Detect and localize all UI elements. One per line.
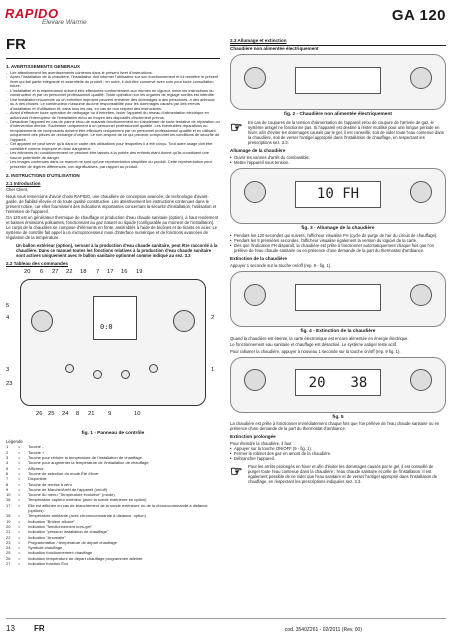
callout-19: 19 bbox=[136, 269, 143, 276]
legend-item: 1 = Touche - bbox=[6, 444, 44, 450]
legend-key: 27 bbox=[6, 561, 11, 566]
legend-value: Touche de remise à zéro bbox=[28, 481, 72, 487]
callout-6: 6 bbox=[40, 269, 44, 276]
legend-value: Température ambiante (avec chronocommande à distance, option) bbox=[28, 513, 146, 519]
long-shutdown-item: • Fermer le robinet des gaz en amont de la chaudière. bbox=[230, 451, 446, 456]
legend-item: 18 = Température ambiante (avec chronocommande à distance, option) bbox=[6, 513, 146, 519]
legend-item: 3 = Touche pour réduire la température de l'installation de chauffage bbox=[6, 455, 142, 461]
heating-dial-icon bbox=[244, 284, 266, 306]
page-header bbox=[0, 0, 452, 34]
ignition-item: • Ouvrir les vannes d'arrêt du combustible. bbox=[230, 155, 446, 160]
legend-key: 22 bbox=[6, 534, 11, 540]
legend-item: 23 = Programmation / température de départ chauffage bbox=[6, 539, 117, 545]
ignition-title: Allumage de la chaudière bbox=[230, 148, 286, 153]
section-1-title: 1. AVERTISSEMENTS GENERAUX bbox=[6, 64, 81, 69]
page-number: 13 bbox=[6, 624, 15, 633]
legend-item: 21 = Indication "pression installation de chauffage" bbox=[6, 529, 109, 535]
legend-key: 21 bbox=[6, 529, 11, 535]
mode-button[interactable] bbox=[149, 364, 158, 373]
legend-key: 25 bbox=[6, 550, 11, 556]
long-shutdown-item: • Appuyer sur la touche ON/OFF (9 - fig. 1). bbox=[230, 446, 446, 451]
callout-2: 2 bbox=[211, 315, 215, 322]
warning-note bbox=[230, 120, 446, 145]
warning-item: - Les éléments du conditionnement ne peuvent être laissés à la portée des enfants étant donné qu'ils constituent une source potentielle de danger. bbox=[6, 151, 220, 160]
legend-value: Symbole chauffage bbox=[28, 545, 63, 551]
legend-item: 4 = Touche pour augmenter la température de l'installation de chauffage bbox=[6, 460, 149, 466]
callout-23: 23 bbox=[6, 381, 13, 388]
intro-paragraph-2: GA 120 est un générateur thermique de chauffage et production d'eau chaude sanitaire (option), à haut rendement et basses émissions polluantes, fonctionnant au gaz naturel ou liquide (configurable au moment de l'installation). Le corps de la chaudière se compose d'éléments en fonte, assemblés à l'aide de bicônes et de tirants en acier. Le système de contrôle fait appel à un microprocesseur muni d'interface numérique et de fonctions avancées de régulation de la température. bbox=[6, 215, 219, 241]
warning-item: - Désactiver l'appareil en cas de panne et/ou de mauvais fonctionnement en s'abstenant de toute tentative de réparation ou d'intervention directe. S'adresser uniquement à un personnel professionnel qualifié. Les éventuelles réparations ou remplacements de composants doivent être effectués uniquement par un personnel professionnel qualifié et en utilisant uniquement des pièces de rechange d'origine. Le non-respect de ce qui précède compromet les conditions de sécurité de l'appareil. bbox=[6, 120, 220, 142]
legend-value: Touche de Marche/Arrêt de l'appareil (on/off) bbox=[28, 486, 107, 492]
legend-key: 8 bbox=[6, 481, 9, 487]
ignition-item: • Pendant les 120 secondes qui suivent, l'afficheur visualise FH (cycle de purge de l'air du circuit de chauffage). bbox=[230, 233, 446, 238]
figure-2-caption: fig. 2 - Chaudière non alimentée électriquement bbox=[284, 112, 392, 117]
legend-key: 1 bbox=[6, 444, 9, 450]
legend-value: Touche du menu "Température évolutive" (mode) bbox=[28, 492, 115, 498]
callout-18: 18 bbox=[80, 269, 87, 276]
callout-10: 10 bbox=[134, 411, 141, 418]
heating-down-button[interactable] bbox=[31, 310, 53, 332]
legend-value: Touche pour réduire la température de l'installation de chauffage bbox=[28, 455, 142, 461]
callout-5: 5 bbox=[6, 303, 10, 310]
callout-25: 25 bbox=[48, 411, 55, 418]
legend-key: 3 bbox=[6, 455, 9, 461]
left-rule bbox=[6, 58, 220, 59]
legend-list bbox=[6, 444, 220, 566]
legend-item: 27 = Indication fonction Éco bbox=[6, 561, 69, 566]
callout-24: 24 bbox=[62, 411, 69, 418]
legend-item: 8 = Touche de remise à zéro bbox=[6, 481, 72, 487]
dhw-dial-icon bbox=[410, 284, 432, 306]
legend-value: Touche + bbox=[28, 449, 45, 455]
section-2-title: 2. INSTRUCTIONS D'UTILISATION bbox=[6, 172, 80, 178]
section-2-1-title: 2.1 Introduction bbox=[6, 180, 41, 186]
warning-note-text: En cas de coupures de la tension d'alimentation de l'appareil et/ou de coupure de l'arrivée de gaz, le système antigel ne fonctionne pas. Si l'appareil est destiné à rester inutilisé pour une longue période en hiver, afin d'éviter les dommages causés par le gel, il est conseillé, soit de vider toute l'eau contenue dans la chaudière, soit de verser l'antigel approprié dans l'installation de chauffage, en respectant les prescriptions sez. 3.3. bbox=[248, 120, 444, 145]
legend-item: 25 = Indication fonctionnement chauffage bbox=[6, 550, 93, 556]
legend-value: Touche de sélection du mode Été /Hiver bbox=[28, 470, 99, 476]
callout-16: 16 bbox=[121, 269, 128, 276]
boiler-screen-on bbox=[295, 369, 381, 396]
legend-item: 6 = Touche de sélection du mode Été /Hiver bbox=[6, 470, 99, 476]
callout-7: 7 bbox=[96, 269, 100, 276]
footer-rule bbox=[6, 618, 446, 619]
figure-3-caption: fig. 3 - Allumage de la chaudière bbox=[301, 226, 375, 231]
legend-key: 17 bbox=[6, 502, 11, 508]
dhw-dial-icon bbox=[410, 181, 432, 203]
ignition-item: • Pendant les 5 premières secondes, l'afficheur visualise également la version du logiciel de la carte. bbox=[230, 238, 446, 243]
legend-key: 2 bbox=[6, 449, 9, 455]
heating-dial-icon bbox=[244, 67, 266, 89]
figure-1-caption: fig. 1 - Panneau de contrôle bbox=[81, 431, 145, 437]
legend-key: 6 bbox=[6, 470, 9, 476]
warning-item: - Cet appareil ne peut servir qu'à dans le cadre des utilisations pour lesquelles il a été conçu. Tout autre usage doit être considéré comme impropre et donc dangereux. bbox=[6, 142, 220, 151]
extinction-paragraph-3: Le fonctionnement eau sanitaire et chauffage est désactivé. Le système antigel reste actif. bbox=[230, 342, 398, 347]
warning-item: - Les images contenues dans ce manuel ne sont qu'une représentation simplifiée du produit. Cette représentation peut présenter de légères différences, non significatives, par rapport au produit. bbox=[6, 160, 220, 169]
legend-item: 9 = Touche de Marche/Arrêt de l'appareil (on/off) bbox=[6, 486, 107, 492]
legend-item: 22 = Indication "Anomalie" bbox=[6, 534, 66, 540]
figure-4-caption: fig. 4 - Extinction de la chaudière bbox=[300, 329, 376, 334]
long-shutdown-note-text: Pour les arrêts prolongés en hiver et afin d'éviter les dommages causés par le gel, il est conseillé de purger toute l'eau contenue dans la chaudière ; l'eau chaude sanitaire et celle de l'installation. Il est également possible de ne vider que l'eau sanitaire et de verser l'antigel approprié dans l'installation de chauffage, en respectant les prescriptions indiquées sez. 3.3. bbox=[248, 464, 438, 484]
legend-item: 17 = Elle est affichée en cas de branchement de la sonde extérieure ou de la chronocommande à distance (options) bbox=[6, 503, 220, 514]
intro-paragraph-1: Nous vous remercions d'avoir choisi RAPIDO, une chaudière de conception avancée, de technologie d'avant-garde, de fiabilité élevée et de toute qualité constructive. Lire attentivement les instructions contenues dans le présent notice, car elles fournissent des indications importantes concernant la sécurité d'installation, l'utilisation et l'entretien de l'appareil. bbox=[6, 193, 217, 214]
legend-item: 20 = Indication "fonctionnement hors-gel" bbox=[6, 523, 92, 529]
long-shutdown-note bbox=[230, 464, 446, 484]
legend-value: Touche - bbox=[28, 444, 44, 450]
callout-17: 17 bbox=[107, 269, 114, 276]
figure-5-boiler-on bbox=[230, 357, 446, 413]
legend-value: Indication fonction Éco bbox=[28, 561, 69, 566]
legend-key: 18 bbox=[6, 513, 11, 519]
legend-value: Indication température de départ chauffage programmée atteinte bbox=[28, 555, 143, 561]
legend-value: Afficheur bbox=[28, 465, 44, 471]
callout-9: 9 bbox=[108, 411, 112, 418]
figure-2-boiler-unpowered bbox=[230, 54, 446, 110]
heating-temp-readout: 20 bbox=[308, 374, 326, 391]
warning-item: - Avant d'effectuer toute opération de nettoyage ou d'entretien, isoler l'appareil du réseau d'alimentation électrique en actionnant l'interrupteur de l'installation et/ou au moyen des dispositifs d'isolement prévus. bbox=[6, 111, 220, 120]
left-column bbox=[6, 62, 220, 566]
after-fig5-paragraph: La chaudière est prête à fonctionner immédiatement chaque fois que l'on prélève de l'eau chaude sanitaire ou en présence d'une demande de la part du thermostat d'ambiance. bbox=[230, 421, 440, 431]
callout-1: 1 bbox=[211, 367, 215, 374]
figure-4-boiler-off bbox=[230, 271, 446, 327]
warning-hand-icon: ☞ bbox=[230, 119, 243, 135]
extinction-title: Extinction de la chaudière bbox=[230, 256, 287, 261]
legend-title: Légende bbox=[6, 439, 23, 445]
legend-value: Indication "pression installation de chauffage" bbox=[28, 529, 109, 535]
page-footer bbox=[0, 618, 452, 640]
dhw-temp-readout: 38 bbox=[350, 374, 368, 391]
legend-key: 19 bbox=[6, 518, 11, 524]
legend-key: 10 bbox=[6, 492, 11, 498]
long-shutdown-paragraph: Pour éteindre la chaudière, il faut : bbox=[230, 441, 294, 446]
legend-item: 24 = Symbole chauffage bbox=[6, 545, 63, 551]
legend-key: 16 bbox=[6, 497, 11, 503]
figure-5-caption: fig. 5 bbox=[332, 414, 344, 420]
long-shutdown-item: • Débrancher l'appareil. bbox=[230, 456, 446, 461]
legend-value: Indication fonctionnement chauffage bbox=[28, 550, 93, 556]
warning-item: - Lire attentivement les avertissements contenus dans le présent livret d'instructions. bbox=[6, 71, 220, 75]
legend-value: Indication "Brûleur allumé" bbox=[28, 518, 75, 524]
legend-value: Disponible bbox=[28, 476, 47, 482]
boiler-screen-fh: 10 FH bbox=[295, 181, 381, 208]
control-panel-figure bbox=[6, 269, 220, 429]
boiler-screen-off bbox=[295, 67, 381, 94]
important-note: Un ballon extérieur (option), servant à la production d'eau chaude sanitaire, peut être raccordé à la chaudière. Dans ce manuel toutes les fonctions relatives à la production d'eau chaude sanitaire sont actives uniquement avec le ballon sanitaire optionnel comme indiqué au sez. 3.3 bbox=[16, 243, 218, 259]
legend-item: 26 = Indication température de départ chauffage programmée atteinte bbox=[6, 555, 143, 561]
footer-language: FR bbox=[34, 624, 45, 633]
legend-value: Touche pour augmenter la température de l'installation de chauffage bbox=[28, 460, 149, 466]
warning-hand-icon: ☞ bbox=[230, 463, 243, 479]
callout-8: 8 bbox=[76, 411, 80, 418]
legend-item: 7 = Disponible bbox=[6, 476, 47, 482]
dhw-dial-icon bbox=[410, 67, 432, 89]
legend-key: 9 bbox=[6, 486, 9, 492]
dhw-dial-icon bbox=[410, 369, 432, 391]
summer-winter-button[interactable] bbox=[65, 364, 74, 373]
long-shutdown-list bbox=[230, 446, 446, 461]
boiler-screen-off bbox=[295, 284, 381, 311]
panel-display bbox=[93, 296, 137, 340]
on-off-button[interactable] bbox=[121, 370, 130, 379]
extinction-paragraph-2: Quand la chaudière est éteinte, la carte électronique est encore alimentée en énergie électrique. bbox=[230, 335, 409, 341]
control-panel bbox=[20, 279, 206, 406]
legend-value: Indication "Anomalie" bbox=[28, 534, 66, 540]
brand-logo: RAPIDO bbox=[5, 6, 59, 21]
legend-key: 26 bbox=[6, 555, 11, 561]
warning-item: - Après l'installation de la chaudière, l'installateur doit informer l'utilisateur sur son fonctionnement et lui remettre le présent livret qui fait partie intégrante et essentielle du produit ; en outre, il doit être conservé avec soin pour toute consultation future. bbox=[6, 75, 220, 88]
document-code: cod. 3540Z261 - 02/2011 (Rev. 00) bbox=[284, 627, 362, 633]
legend-key: 7 bbox=[6, 476, 9, 482]
warning-item: - Une installation incorrecte ou un entretien impropre peuvent entraîner des dommages à des personnes, à des animaux ou à des choses. Le constructeur n'assume aucune responsabilité pour les dommages causés par des erreurs d'installation et d'utilisation et, dans tous les cas, en cas de non respect des instructions. bbox=[6, 98, 220, 111]
extinction-paragraph: Appuyer 1 seconde sur la touche on/off (rep. 9 - fig. 1). bbox=[230, 263, 332, 268]
callout-26: 26 bbox=[36, 411, 43, 418]
callout-4: 4 bbox=[6, 315, 10, 322]
extinction-paragraph-4: Pour rallumer la chaudière, appuyer à nouveau 1 seconde sur la touche on/off (rep. 9 fig. 1). bbox=[230, 348, 401, 354]
display-readout: 0:0 bbox=[100, 323, 113, 332]
ignition-list-2 bbox=[230, 233, 446, 253]
legend-key: 20 bbox=[6, 523, 11, 529]
heating-dial-icon bbox=[244, 369, 266, 391]
greeting: Cher Client, bbox=[6, 187, 29, 193]
model-name: GA 120 bbox=[391, 7, 446, 24]
heating-up-button[interactable] bbox=[173, 310, 195, 332]
callout-22: 22 bbox=[66, 269, 73, 276]
warnings-list bbox=[6, 71, 220, 169]
legend-value: Programmation / température de départ chauffage bbox=[28, 539, 117, 545]
callout-20: 20 bbox=[24, 269, 31, 276]
legend-item: 10 = Touche du menu "Température évolutive" (mode) bbox=[6, 492, 115, 498]
legend-value: Température capteur extérieur (avec la sonde extérieure en option) bbox=[28, 497, 147, 503]
legend-value: Indication "fonctionnement hors-gel" bbox=[28, 523, 92, 529]
section-2-2-title: 2.2 Tableau des commandes bbox=[6, 261, 68, 267]
callout-27: 27 bbox=[52, 269, 59, 276]
warning-item: - L'installation et la maintenance doivent être effectuées conformément aux normes en vigueur, selon les instructions du constructeur et par un personnel professionnel qualifié. Toute opération sur les organes de réglage scellés est interdite. bbox=[6, 89, 220, 98]
language-tag: FR bbox=[6, 36, 26, 53]
ignition-item: • Dès que l'indication FH disparaît, la chaudière est prête à fonctionner automatiquement chaque fois que l'on prélève de l'eau chaude sanitaire ou en présence d'une demande de la part du thermostat d'ambiance. bbox=[230, 243, 446, 253]
brand-tagline: Elevare Warme bbox=[42, 19, 87, 26]
legend-key: 5 bbox=[6, 465, 9, 471]
legend-value: Elle est affichée en cas de branchement de la sonde extérieure ou de la chronocommande à distance (options) bbox=[28, 502, 208, 514]
heating-dial-icon bbox=[244, 181, 266, 203]
legend-key: 4 bbox=[6, 460, 9, 466]
legend-item: 19 = Indication "Brûleur allumé" bbox=[6, 518, 75, 524]
right-column bbox=[230, 38, 446, 487]
legend-item: 16 = Température capteur extérieur (avec la sonde extérieure en option) bbox=[6, 497, 147, 503]
callout-21: 21 bbox=[88, 411, 95, 418]
legend-item: 5 = Afficheur bbox=[6, 465, 44, 471]
long-shutdown-title: Extinction prolongée bbox=[230, 434, 276, 439]
section-2-3-title: 2.3 Allumage et extinction bbox=[230, 38, 287, 43]
legend-item: 2 = Touche + bbox=[6, 449, 45, 455]
ignition-item: • Mettre l'appareil sous tension. bbox=[230, 160, 446, 165]
reset-button[interactable] bbox=[93, 370, 102, 379]
ignition-list bbox=[230, 155, 446, 165]
figure-3-boiler-ignition bbox=[230, 168, 446, 224]
callout-3: 3 bbox=[6, 367, 10, 374]
legend-key: 24 bbox=[6, 545, 11, 551]
legend-key: 23 bbox=[6, 539, 11, 545]
no-power-subtitle: Chaudière non alimentée électriquement bbox=[230, 46, 319, 51]
